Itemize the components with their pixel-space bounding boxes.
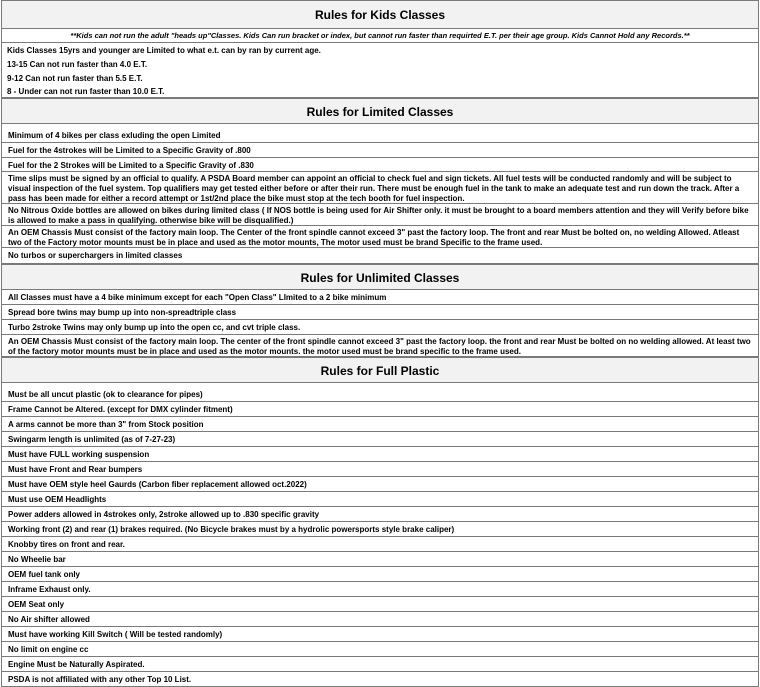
unlimited-rule: Turbo 2stroke Twins may only bump up into the open cc, and cvt triple class. (1, 320, 759, 335)
plastic-rule: No Wheelie bar (1, 552, 759, 567)
unlimited-rule: An OEM Chassis Must consist of the factory main loop. The center of the front spindle cannot exceed 3" past the factory loop. the front and rear Must be bolted on no welding allowed. At least two of the factory motor mounts must be in place and used as the motor mounts. the motor used must be brand specific to the frame used. (1, 335, 759, 357)
full-plastic-rules (1, 387, 759, 687)
plastic-rule: Must use OEM Headlights (1, 492, 759, 507)
unlimited-rule: All Classes must have a 4 bike minimum except for each "Open Class" LImited to a 2 bike minimum (1, 290, 759, 305)
plastic-rule: Must have OEM style heel Gaurds (Carbon fiber replacement allowed oct.2022) (1, 477, 759, 492)
plastic-rule: OEM fuel tank only (1, 567, 759, 582)
limited-rule: Time slips must be signed by an official to qualify. A PSDA Board member can appoint an official to check fuel and sign tickets. All fuel tests will be conducted randomly and will be subject to visual inspection of the fuel system. Top qualifiers may get tested either before or after their run. There must be enough fuel in the tank to make an adequate test and run down the track. After a pass has been made for either a record attempt or 1st/2nd place the bike must stop at the tech booth for fuel inspection. (1, 172, 759, 204)
limited-rule: No turbos or superchargers in limited classes (1, 248, 759, 264)
kids-classes-heading: Rules for Kids Classes (1, 0, 759, 29)
limited-rule: Fuel for the 2 Strokes will be Limited to a Specific Gravity of .830 (1, 158, 759, 172)
plastic-rule: Must be all uncut plastic (ok to clearance for pipes) (1, 387, 759, 402)
kids-line: 8 - Under can not run faster than 10.0 E.T. (7, 87, 165, 97)
kids-line: 13-15 Can not run faster than 4.0 E.T. (7, 59, 148, 69)
plastic-rule: Knobby tires on front and rear. (1, 537, 759, 552)
unlimited-rule: Spread bore twins may bump up into non-spreadtriple class (1, 305, 759, 320)
kids-classes-group (1, 43, 759, 98)
limited-rule: No Nitrous Oxide bottles are allowed on bikes during limited class ( If NOS bottle is being used for Air Shifter only. it must be brought to a board members attention and they will Verify before bike is allowed to make a pass in qualifying. otherwise bike will be disqualified.) (1, 204, 759, 226)
kids-classes-note: **Kids can not run the adult "heads up"Classes. Kids Can run bracket or index, but cannot run faster than requirted E.T. per their age group. Kids Cannot Hold any Records.** (1, 29, 759, 43)
limited-rule: An OEM Chassis Must consist of the factory main loop. The Center of the front spindle cannot exceed 3" past the factory loop. The front and rear Must be bolted on, no welding Allowed. Atleast two of the Factory motor mounts must be in place and used as the motor mounts, The motor used must be brand Specific to the frame used. (1, 226, 759, 248)
plastic-rule: OEM Seat only (1, 597, 759, 612)
plastic-rule: Working front (2) and rear (1) brakes required. (No Bicycle brakes must by a hydrolic powersports style brake caliper) (1, 522, 759, 537)
plastic-rule: Frame Cannot be Altered. (except for DMX cylinder fitment) (1, 402, 759, 417)
limited-rule: Fuel for the 4strokes will be Limited to a Specific Gravity of .800 (1, 143, 759, 158)
plastic-rule: Must have Front and Rear bumpers (1, 462, 759, 477)
limited-rule: Minimum of 4 bikes per class exluding the open Limited (1, 128, 759, 143)
kids-line: 9-12 Can not run faster than 5.5 E.T. (7, 73, 143, 83)
plastic-rule: Inframe Exhaust only. (1, 582, 759, 597)
plastic-rule: Must have working Kill Switch ( Will be tested randomly) (1, 627, 759, 642)
kids-line: Kids Classes 15yrs and younger are Limited to what e.t. can by ran by current age. (7, 46, 321, 55)
full-plastic-heading: Rules for Full Plastic (1, 357, 759, 383)
unlimited-classes-heading: Rules for Unlimited Classes (1, 264, 759, 290)
plastic-rule: Power adders allowed in 4strokes only, 2stroke allowed up to .830 specific gravity (1, 507, 759, 522)
plastic-rule: No limit on engine cc (1, 642, 759, 657)
limited-classes-heading: Rules for Limited Classes (1, 98, 759, 124)
plastic-rule: Swingarm length is unlimited (as of 7-27-23) (1, 432, 759, 447)
plastic-rule: No Air shifter allowed (1, 612, 759, 627)
plastic-rule: A arms cannot be more than 3" from Stock position (1, 417, 759, 432)
plastic-rule: Engine Must be Naturally Aspirated. (1, 657, 759, 672)
plastic-rule: Must have FULL working suspension (1, 447, 759, 462)
rules-sheet (1, 0, 759, 687)
plastic-rule: PSDA is not affiliated with any other Top 10 List. (1, 672, 759, 687)
